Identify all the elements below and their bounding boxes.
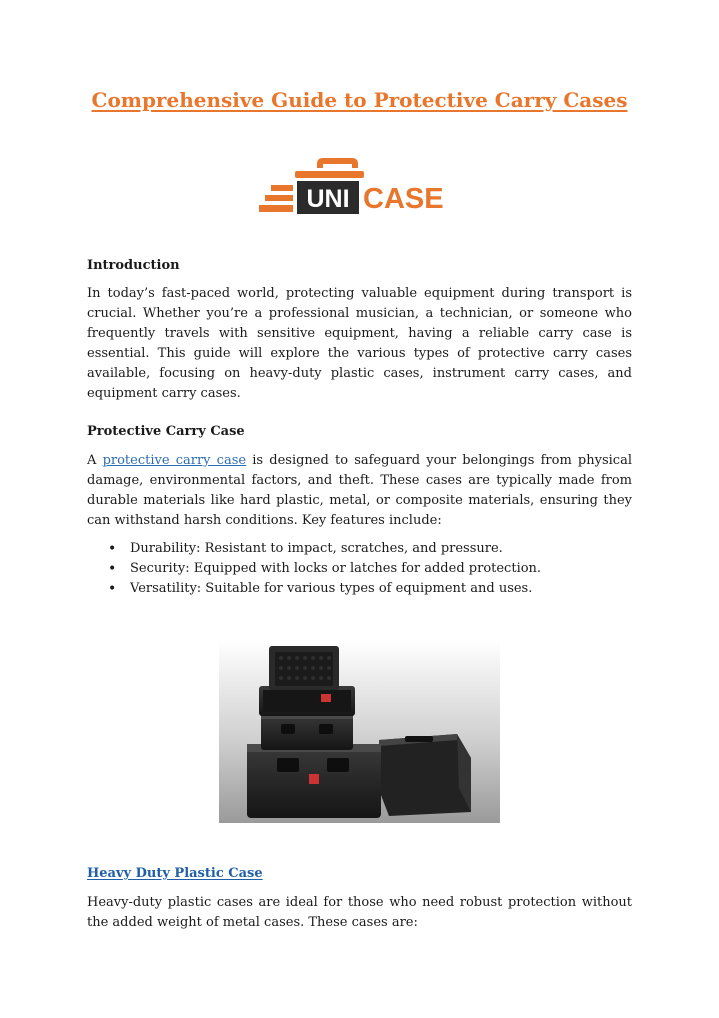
logo-stripe-3 [259, 205, 293, 212]
logo-text-uni: UNI [306, 185, 350, 213]
features-list [108, 539, 541, 599]
list-item: • Security: Equipped with locks or latches for added protection. [108, 559, 541, 579]
list-item: • Versatility: Suitable for various types of equipment and uses. [108, 579, 541, 599]
heavy-duty-body: Heavy-duty plastic cases are ideal for those who need robust protection without the added weight of metal cases. These cases are: [87, 895, 632, 930]
introduction-heading: Introduction [87, 258, 180, 273]
logo-handle [317, 158, 358, 168]
introduction-body: In today’s fast-paced world, protecting valuable equipment during transport is crucial. Whether you’re a professional musician, a technician, or someone who frequently travels with sensitive equipment, having a reliable carry case is essential. This guide will explore the various types of protective carry cases available, focusing on heavy-duty plastic cases, instrument carry cases, and equipment carry cases. [87, 286, 632, 401]
heavy-duty-heading[interactable] [87, 866, 263, 881]
protective-carry-case-link[interactable]: protective carry case [102, 453, 247, 468]
protective-body-suffix: is designed to safeguard your belongings from physical damage, environmental factors, and theft. These cases are typically made from durable materials like hard plastic, metal, or composite materials, ensuring they can withstand harsh conditions. Key features include: [87, 453, 632, 528]
protective-body [87, 451, 632, 531]
logo-stripe-top [295, 171, 364, 178]
logo-text-case: CASE [363, 183, 444, 215]
carry-cases-photo [219, 640, 500, 823]
unicase-logo [257, 154, 462, 220]
logo-stripe-1 [271, 185, 293, 191]
list-item: • Durability: Resistant to impact, scratches, and pressure. [108, 539, 541, 559]
protective-heading: Protective Carry Case [87, 424, 245, 439]
document-title: Comprehensive Guide to Protective Carry Cases [91, 88, 628, 112]
heavy-duty-heading-link[interactable]: Heavy Duty Plastic Case [87, 866, 263, 881]
protective-body-prefix: A [87, 453, 103, 468]
logo-stripe-2 [265, 195, 293, 201]
